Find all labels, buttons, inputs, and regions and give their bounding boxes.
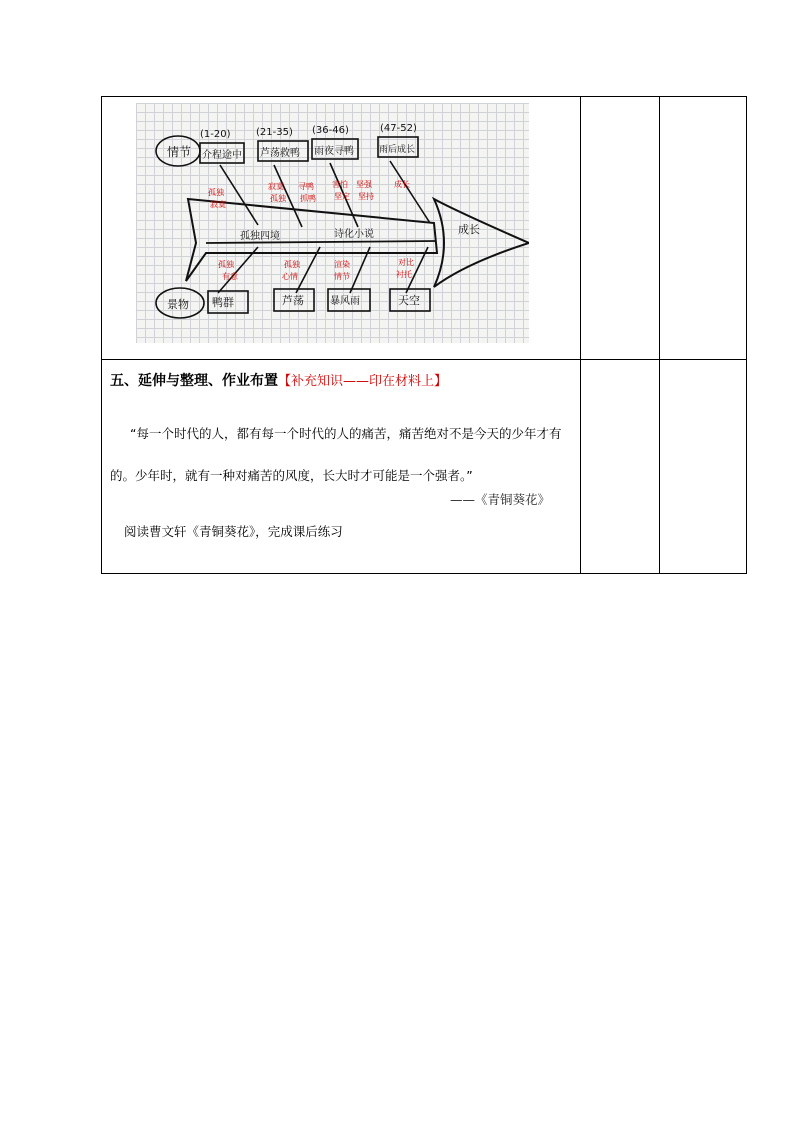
lower-note-2b: 心情 (282, 272, 298, 281)
scene-label: 景物 (167, 298, 189, 311)
spine-left-text: 孤独四境 (240, 231, 280, 242)
lesson-table (101, 96, 747, 574)
plot-label: 情节 (167, 145, 192, 159)
upper-note-4b: 坚定 (334, 192, 350, 201)
empty-cell (660, 360, 747, 574)
empty-cell (581, 360, 660, 574)
upper-note-5a: 坚强 (356, 180, 372, 189)
bone-1 (220, 165, 258, 225)
chapter-name-4: 雨后成长 (379, 145, 416, 155)
upper-note-2b: 孤独 (270, 194, 286, 203)
quote-text: “每一个时代的人，都有每一个时代的人的痛苦，痛苦绝对不是今天的少年才有的。少年时，就有一种对痛苦的风度，长大时才可能是一个强者。” (110, 426, 562, 483)
upper-note-5b: 坚持 (358, 192, 374, 201)
section-title: 五、延伸与整理、作业布置 (110, 373, 278, 389)
chapter-name-2: 芦荡救鸭 (260, 148, 300, 159)
upper-note-2a: 寂寞 (268, 182, 284, 191)
fish-head (434, 199, 529, 287)
lower-note-3b: 情节 (334, 272, 350, 281)
fishbone-photo (136, 103, 529, 343)
chapter-range-4: (47-52) (380, 123, 417, 134)
homework-task: 阅读曹文轩《青铜葵花》，完成课后练习 (124, 524, 343, 539)
scene-name-3: 暴风雨 (330, 296, 360, 307)
lower-note-4b: 衬托 (396, 270, 412, 279)
lower-note-4a: 对比 (398, 258, 414, 267)
lower-note-3a: 渲染 (334, 260, 350, 269)
head-text: 成长 (458, 223, 480, 236)
upper-note-1a: 孤独 (208, 188, 224, 197)
bone-4 (390, 161, 430, 223)
diagram-cell (102, 97, 581, 360)
upper-note-1b: 寂寞 (210, 200, 226, 209)
upper-note-3b: 抓鸭 (300, 194, 316, 203)
spine-right-text: 诗化小说 (334, 229, 374, 240)
lower-note-2a: 孤独 (284, 260, 300, 269)
section-heading (110, 372, 580, 391)
section-cell (102, 360, 581, 574)
upper-note-6: 成长 (394, 180, 410, 189)
chapter-range-1: (1-20) (200, 129, 231, 140)
scene-name-4: 天空 (398, 294, 420, 307)
chapter-range-2: (21-35) (256, 127, 293, 138)
lower-note-1a: 孤独 (218, 260, 234, 269)
fishbone-diagram (136, 103, 529, 343)
scene-name-2: 芦荡 (282, 294, 304, 307)
chapter-name-1: 介程途中 (202, 150, 242, 161)
chapter-range-3: (36-46) (312, 125, 349, 136)
chapter-name-3: 雨夜寻鸭 (314, 146, 354, 157)
quote-source: ——《青铜葵花》 (449, 492, 550, 507)
supplement-note: 【补充知识——印在材料上】 (278, 374, 448, 389)
section-five (102, 360, 580, 541)
upper-note-3a: 寻鸭 (298, 182, 314, 191)
empty-cell (581, 97, 660, 360)
lower-note-1b: 有意 (222, 272, 238, 281)
upper-note-4a: 害怕 (332, 180, 348, 189)
empty-cell (660, 97, 747, 360)
scene-name-1: 鸭群 (212, 296, 234, 309)
